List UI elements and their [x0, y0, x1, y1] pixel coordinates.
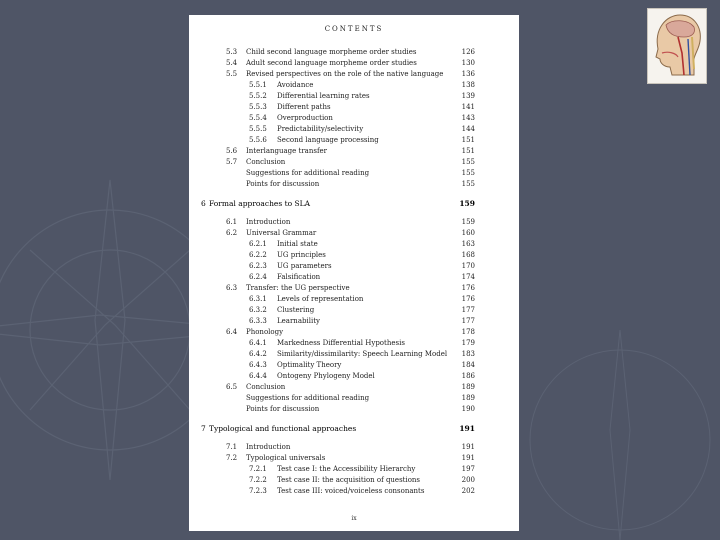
toc-section-title: Points for discussion: [246, 405, 320, 413]
toc-section-number: 7.2.2: [249, 476, 267, 484]
toc-section-title: Clustering: [277, 306, 315, 314]
toc-page-number: 170: [461, 262, 475, 270]
toc-section-number: 6.2.1: [249, 240, 267, 248]
toc-page-number: 197: [461, 465, 475, 473]
toc-section-number: 6.3.1: [249, 295, 267, 303]
toc-section-number: 5.6: [226, 147, 238, 155]
toc-row: [189, 124, 519, 135]
anatomy-thumbnail: [647, 8, 707, 84]
toc-page-number: 177: [461, 306, 475, 314]
toc-section-title: UG parameters: [277, 262, 332, 270]
toc-section-title: Introduction: [246, 443, 291, 451]
toc-page-number: 151: [461, 147, 475, 155]
toc-section-number: 7.2.1: [249, 465, 267, 473]
toc-section-number: 5.7: [226, 158, 238, 166]
toc-section-title: Suggestions for additional reading: [246, 169, 370, 177]
toc-page-number: 191: [459, 424, 475, 433]
toc-row: [189, 327, 519, 338]
toc-page-number: 130: [461, 59, 475, 67]
toc-row: [189, 250, 519, 261]
toc-section-number: 6.2: [226, 229, 238, 237]
toc-row: [189, 349, 519, 360]
toc-section-title: Formal approaches to SLA: [209, 199, 311, 208]
toc-page-number: 155: [461, 158, 475, 166]
toc-section-number: 7.2: [226, 454, 238, 462]
toc-section-number: 5.5.1: [249, 81, 267, 89]
toc-section-number: 6.1: [226, 218, 238, 226]
toc-row: [189, 113, 519, 124]
toc-section-number: 6.4: [226, 328, 238, 336]
toc-row: [189, 217, 519, 228]
toc-row: [189, 393, 519, 404]
toc-section-number: 6.4.3: [249, 361, 267, 369]
toc-section-title: Ontogeny Phylogeny Model: [277, 372, 375, 380]
toc-row: [189, 135, 519, 146]
toc-row: [189, 294, 519, 305]
toc-page-number: 191: [461, 443, 475, 451]
toc-section-number: 6.2.4: [249, 273, 267, 281]
toc-section-title: Adult second language morpheme order studies: [246, 59, 417, 67]
toc-row: [189, 168, 519, 179]
toc-section-title: Conclusion: [246, 158, 286, 166]
toc-page-number: 141: [461, 103, 475, 111]
toc-page-number: 168: [461, 251, 475, 259]
page-number: ix: [351, 515, 357, 522]
toc-section-title: Transfer: the UG perspective: [246, 284, 350, 292]
toc-section-title: Typological universals: [246, 454, 326, 462]
toc-row: [189, 475, 519, 486]
toc-page-number: 202: [461, 487, 475, 495]
toc-page-number: 200: [461, 476, 475, 484]
toc-row: [189, 360, 519, 371]
toc-section-number: 6.2.3: [249, 262, 267, 270]
toc-page-number: 159: [459, 199, 475, 208]
toc-page-number: 186: [461, 372, 475, 380]
toc-row: [189, 91, 519, 102]
toc-chapter-row: [189, 423, 519, 434]
toc-page-number: 155: [461, 169, 475, 177]
toc-row: [189, 382, 519, 393]
toc-section-title: Test case II: the acquisition of questions: [277, 476, 421, 484]
toc-section-title: Learnability: [277, 317, 320, 325]
toc-section-title: Suggestions for additional reading: [246, 394, 370, 402]
toc-section-number: 7.2.3: [249, 487, 267, 495]
toc-page-number: 191: [461, 454, 475, 462]
toc-page-number: 189: [461, 383, 475, 391]
toc-section-title: UG principles: [277, 251, 326, 259]
toc-section-number: 6.5: [226, 383, 238, 391]
toc-row: [189, 371, 519, 382]
toc-section-title: Similarity/dissimilarity: Speech Learning Model: [277, 350, 448, 358]
toc-section-title: Universal Grammar: [246, 229, 317, 237]
toc-page-number: 126: [461, 48, 475, 56]
toc-page-number: 183: [461, 350, 475, 358]
toc-row: [189, 228, 519, 239]
toc-section-title: Differential learning rates: [277, 92, 370, 100]
toc-page-number: 178: [461, 328, 475, 336]
toc-section-number: 6.3.2: [249, 306, 267, 314]
anatomy-head-section-icon: [648, 9, 706, 83]
toc-row: [189, 305, 519, 316]
toc-row: [189, 146, 519, 157]
toc-row: [189, 486, 519, 497]
toc-section-title: Introduction: [246, 218, 291, 226]
toc-row: [189, 69, 519, 80]
toc-section-number: 5.5.2: [249, 92, 267, 100]
toc-section-number: 6.3: [226, 284, 238, 292]
toc-page-number: 176: [461, 295, 475, 303]
toc-page-number: 160: [461, 229, 475, 237]
toc-row: [189, 338, 519, 349]
toc-row: [189, 157, 519, 168]
toc-section-title: Child second language morpheme order studies: [246, 48, 417, 56]
toc-row: [189, 404, 519, 415]
toc-section-title: Initial state: [277, 240, 318, 248]
toc-page-number: 177: [461, 317, 475, 325]
toc-section-number: 5.5: [226, 70, 238, 78]
toc-row: [189, 316, 519, 327]
toc-section-title: Typological and functional approaches: [209, 424, 357, 433]
toc-section-number: 6.4.4: [249, 372, 267, 380]
toc-page-number: 163: [461, 240, 475, 248]
toc-section-number: 5.5.4: [249, 114, 267, 122]
toc-section-title: Avoidance: [277, 81, 314, 89]
toc-section-number: 6.3.3: [249, 317, 267, 325]
toc-section-title: Overproduction: [277, 114, 333, 122]
toc-chapter-row: [189, 198, 519, 209]
toc-page-number: 189: [461, 394, 475, 402]
toc-row: [189, 453, 519, 464]
toc-row: [189, 464, 519, 475]
toc-section-number: 5.4: [226, 59, 238, 67]
toc-row: [189, 80, 519, 91]
toc-section-title: Test case III: voiced/voiceless consonants: [277, 487, 425, 495]
toc-section-title: Test case I: the Accessibility Hierarchy: [277, 465, 416, 473]
toc-row: [189, 272, 519, 283]
toc-row: [189, 283, 519, 294]
toc-page-number: 139: [461, 92, 475, 100]
toc-section-number: 7.1: [226, 443, 238, 451]
toc-row: [189, 58, 519, 69]
toc-row: [189, 102, 519, 113]
toc-row: [189, 239, 519, 250]
toc-page-number: 151: [461, 136, 475, 144]
toc-section-title: Levels of representation: [277, 295, 364, 303]
toc-row: [189, 261, 519, 272]
toc-section-number: 5.3: [226, 48, 238, 56]
toc-page-number: 176: [461, 284, 475, 292]
toc-section-number: 5.5.5: [249, 125, 267, 133]
toc-row: [189, 179, 519, 190]
toc-page-number: 159: [461, 218, 475, 226]
toc-page-number: 184: [461, 361, 475, 369]
page-heading: CONTENTS: [324, 25, 384, 33]
toc-section-title: Interlanguage transfer: [246, 147, 328, 155]
toc-section-title: Phonology: [246, 328, 284, 336]
toc-page-number: 190: [461, 405, 475, 413]
toc-section-number: 6: [201, 199, 206, 208]
toc-page-number: 143: [461, 114, 475, 122]
toc-section-number: 6.2.2: [249, 251, 267, 259]
toc-section-number: 6.4.2: [249, 350, 267, 358]
toc-page-number: 136: [461, 70, 475, 78]
toc-section-number: 5.5.3: [249, 103, 267, 111]
toc-section-number: 7: [201, 424, 206, 433]
toc-section-title: Markedness Differential Hypothesis: [277, 339, 405, 347]
toc-page-number: 144: [461, 125, 475, 133]
toc-section-number: 5.5.6: [249, 136, 267, 144]
toc-section-title: Points for discussion: [246, 180, 320, 188]
toc-section-title: Revised perspectives on the role of the native language: [246, 70, 444, 78]
toc-section-title: Optimality Theory: [277, 361, 342, 369]
toc-row: [189, 442, 519, 453]
toc-page-number: 179: [461, 339, 475, 347]
document-page: [189, 15, 519, 531]
toc-page-number: 155: [461, 180, 475, 188]
toc-section-title: Falsification: [277, 273, 321, 281]
toc-section-title: Second language processing: [277, 136, 379, 144]
toc-page-number: 138: [461, 81, 475, 89]
toc-page-number: 174: [461, 273, 475, 281]
toc-section-title: Predictability/selectivity: [277, 125, 364, 133]
toc-section-title: Different paths: [277, 103, 331, 111]
toc-section-title: Conclusion: [246, 383, 286, 391]
toc-section-number: 6.4.1: [249, 339, 267, 347]
toc-row: [189, 47, 519, 58]
